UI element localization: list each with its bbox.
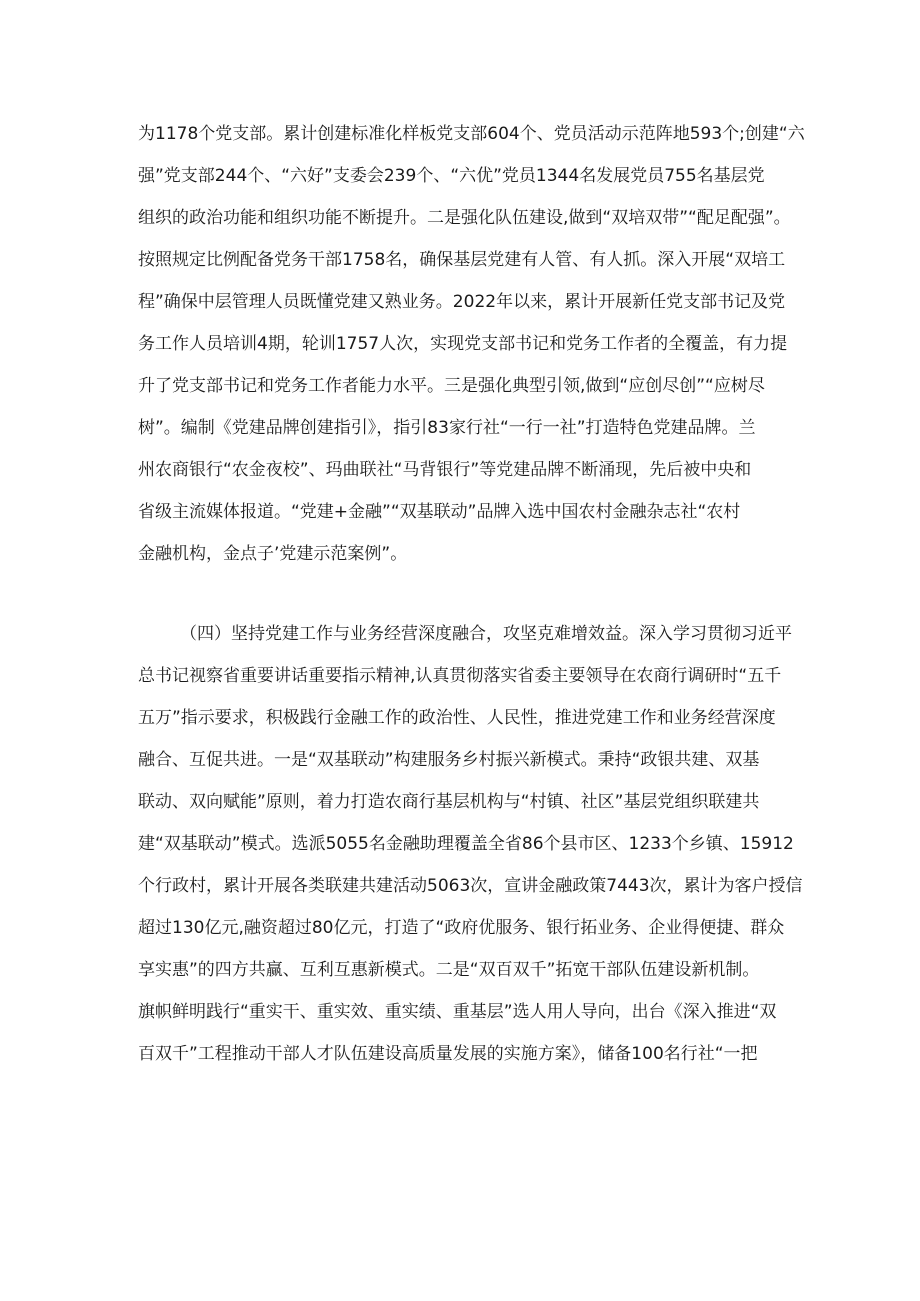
text-line: 融合、互促共进。一是“双基联动”构建服务乡村振兴新模式。秉持“政银共建、双基 xyxy=(138,750,760,770)
text-line: （四）坚持党建工作与业务经营深度融合，攻坚克难增效益。深入学习贯彻习近平 xyxy=(180,624,792,644)
text-line: 强”党支部244个、“六好”支委会239个、“六优”党员1344名发展党员755名基层党 xyxy=(138,166,765,186)
text-line: 联动、双向赋能”原则，着力打造农商行基层机构与“村镇、社区”基层党组织联建共 xyxy=(138,792,760,812)
text-line: 组织的政治功能和组织功能不断提升。二是强化队伍建设,做到“双培双带”“配足配强”。 xyxy=(138,208,791,228)
text-line: 省级主流媒体报道。“党建+金融”“双基联动”品牌入选中国农村金融杂志社“农村 xyxy=(138,502,741,522)
text-line: 按照规定比例配备党务干部1758名，确保基层党建有人管、有人抓。深入开展“双培工 xyxy=(138,250,786,270)
text-line: 金融机构，金点子’党建示范案例”。 xyxy=(138,544,408,564)
text-line: 五万”指示要求，积极践行金融工作的政治性、人民性，推进党建工作和业务经营深度 xyxy=(138,708,776,728)
text-line: 超过130亿元,融资超过80亿元，打造了“政府优服务、银行拓业务、企业得便捷、群众 xyxy=(138,918,785,938)
text-line: 百双千”工程推动干部人才队伍建设高质量发展的实施方案》，储备100名行社“一把 xyxy=(138,1044,758,1064)
text-line: 程”确保中层管理人员既懂党建又熟业务。2022年以来，累计开展新任党支部书记及党 xyxy=(138,292,786,312)
text-line: 为1178个党支部。累计创建标准化样板党支部604个、党员活动示范阵地593个;创建“六 xyxy=(138,124,805,144)
text-line: 升了党支部书记和党务工作者能力水平。三是强化典型引领,做到“应创尽创”“应树尽 xyxy=(138,376,765,396)
text-line: 旗帜鲜明践行“重实干、重实效、重实绩、重基层”选人用人导向，出台《深入推进“双 xyxy=(138,1002,777,1022)
text-line: 建“双基联动”模式。选派5055名金融助理覆盖全省86个县市区、1233个乡镇、15912 xyxy=(138,834,794,854)
text-line: 州农商银行“农金夜校”、玛曲联社“马背银行”等党建品牌不断涌现，先后被中央和 xyxy=(138,460,752,480)
text-line: 总书记视察省重要讲话重要指示精神,认真贯彻落实省委主要领导在农商行调研时“五千 xyxy=(138,666,782,686)
text-line: 个行政村，累计开展各类联建共建活动5063次，宣讲金融政策7443次，累计为客户授信 xyxy=(138,876,803,896)
text-line: 享实惠”的四方共赢、互利互惠新模式。二是“双百双千”拓宽干部队伍建设新机制。 xyxy=(138,960,760,980)
text-line: 树”。编制《党建品牌创建指引》，指引83家行社“一行一社”打造特色党建品牌。兰 xyxy=(138,418,756,438)
text-line: 务工作人员培训4期，轮训1757人次，实现党支部书记和党务工作者的全覆盖，有力提 xyxy=(138,334,788,354)
